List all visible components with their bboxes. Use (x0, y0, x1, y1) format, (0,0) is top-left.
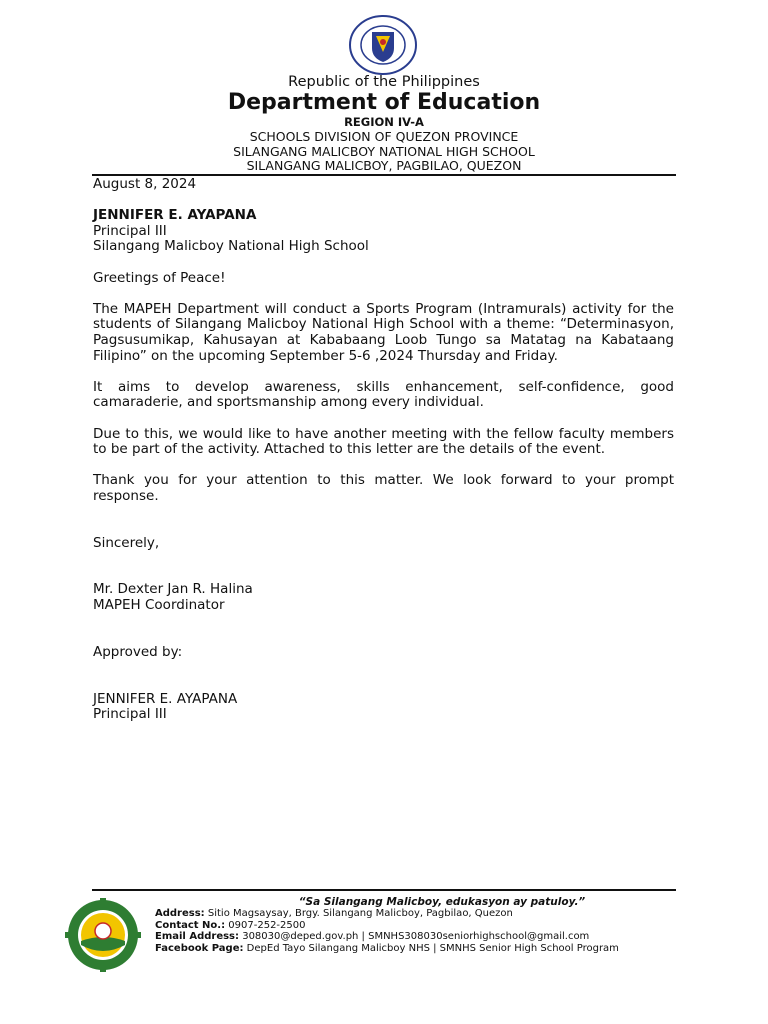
paragraph-4: Thank you for your attention to this matter. We look forward to your prompt response. (93, 472, 674, 504)
region-line: REGION IV-A (344, 115, 424, 129)
footer-divider (92, 889, 676, 891)
department-title: Department of Education (227, 90, 541, 115)
recipient-title: Principal III (93, 222, 167, 239)
facebook-label: Facebook Page: (155, 942, 244, 954)
sender-title: MAPEH Coordinator (93, 597, 225, 614)
contact-label: Contact No.: (155, 919, 226, 931)
deped-seal-logo (348, 14, 418, 76)
recipient-school: Silangang Malicboy National High School (93, 238, 369, 255)
greeting: Greetings of Peace! (93, 269, 226, 286)
approver-name: JENNIFER E. AYAPANA (93, 690, 238, 707)
address-value: Sitio Magsaysay, Brgy. Silangang Malicboy, Pagbilao, Quezon (207, 908, 513, 919)
footer-motto: “Sa Silangang Malicboy, edukasyon ay patuloy.” (298, 896, 586, 908)
email-value[interactable]: 308030@deped.gov.ph | SMNHS308030seniorhighschool@gmail.com (242, 931, 590, 942)
paragraph-1: The MAPEH Department will conduct a Sports Program (Intramurals) activity for the students of Silangang Malicboy National High School with a theme: “Determinasyon, Pagsusumikap, Kahusayan at Kababaang Loob Tungo sa Matatag na Kabataang Filipino” on the upcoming September 5-6 ,2024 Thursday and Friday. (93, 300, 674, 364)
school-logo (63, 898, 143, 972)
recipient-name: JENNIFER E. AYAPANA (93, 207, 257, 224)
sender-name: Mr. Dexter Jan R. Halina (93, 581, 253, 598)
footer-email (155, 931, 619, 943)
approver-title: Principal III (93, 706, 167, 723)
footer-contact (155, 908, 619, 954)
approved-label: Approved by: (93, 643, 183, 660)
facebook-value[interactable]: DepEd Tayo Silangang Malicboy NHS | SMNHS Senior High School Program (246, 942, 619, 954)
email-label: Email Address: (155, 931, 240, 942)
division-line: SCHOOLS DIVISION OF QUEZON PROVINCE (249, 129, 519, 144)
footer-contact-no (155, 920, 619, 932)
paragraph-2: It aims to develop awareness, skills enhancement, self-confidence, good camaraderie, and sportsmanship among every individual. (93, 378, 674, 411)
paragraph-3: Due to this, we would like to have another meeting with the fellow faculty members to be part of the activity. Attached to this letter are the details of the event. (93, 425, 674, 458)
footer-facebook (155, 943, 619, 955)
contact-value: 0907-252-2500 (228, 919, 306, 931)
closing: Sincerely, (93, 534, 160, 551)
school-address-line: SILANGANG MALICBOY, PAGBILAO, QUEZON (246, 158, 522, 173)
address-label: Address: (155, 908, 205, 919)
republic-line: Republic of the Philippines (288, 74, 480, 90)
footer-address (155, 908, 619, 920)
letter-body (93, 177, 674, 723)
school-line: SILANGANG MALICBOY NATIONAL HIGH SCHOOL (233, 144, 535, 159)
letter-date: August 8, 2024 (93, 176, 197, 192)
